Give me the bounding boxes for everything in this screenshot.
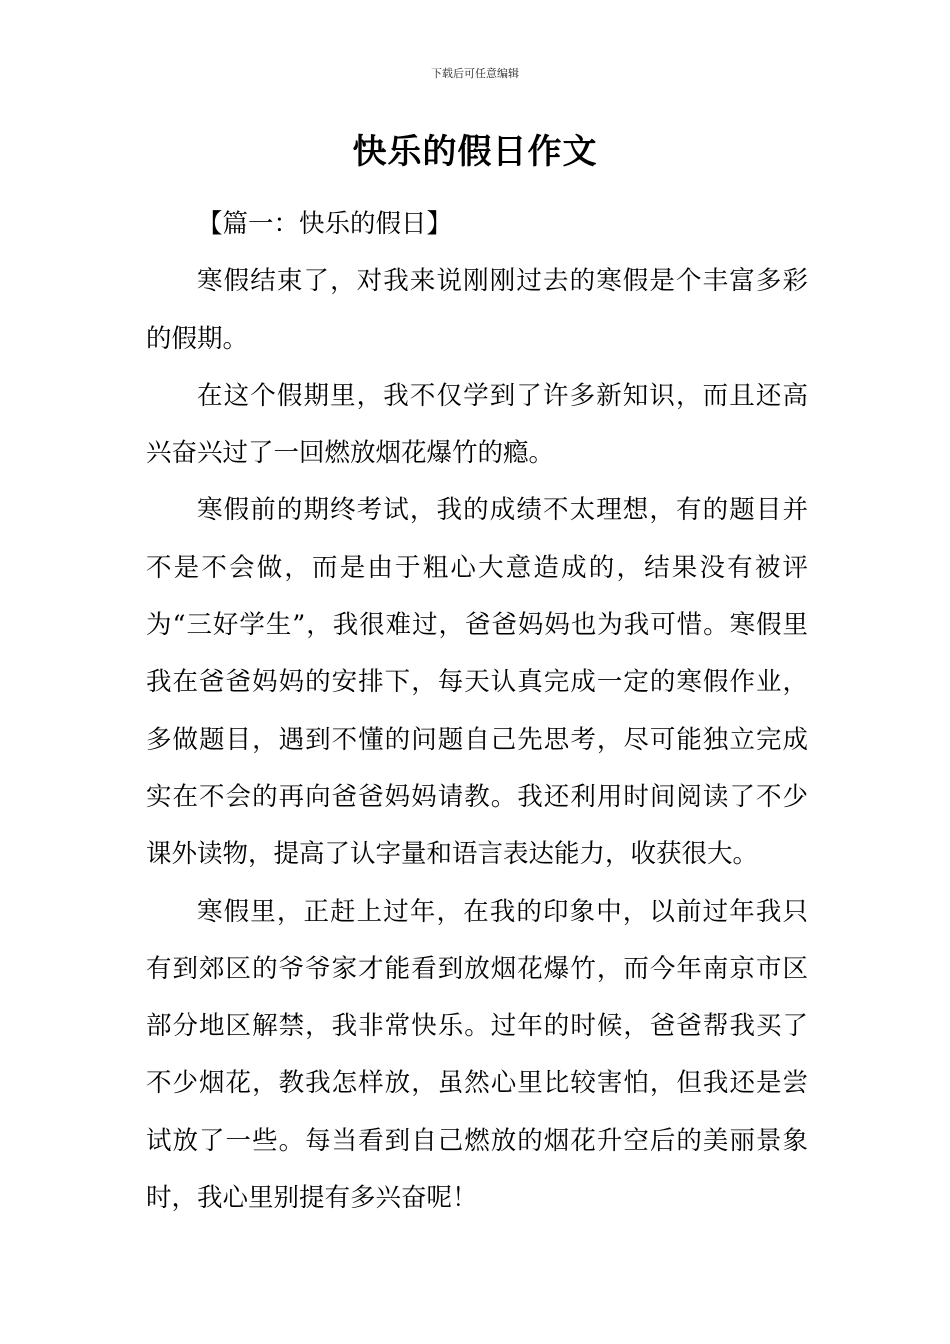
paragraph-1: 寒假结束了，对我来说刚刚过去的寒假是个丰富多彩的假期。 <box>146 266 808 354</box>
document-title: 快乐的假日作文 <box>352 132 598 172</box>
paragraph-2: 在这个假期里，我不仅学到了许多新知识，而且还高兴奋兴过了一回燃放烟花爆竹的瘾。 <box>146 380 808 469</box>
section-heading: 【篇一：快乐的假日】 <box>197 209 453 239</box>
paragraph-3: 寒假前的期终考试，我的成绩不太理想，有的题目并不是不会做，而是由于粗心大意造成的，结果没有被评为“三好学生”，我很难过，爸爸妈妈也为我可惜。寒假里我在爸爸妈妈的安排下，每天认真完成一定的寒假作业，多做题目，遇到不懂的问题自己先思考，尽可能独立完成实在不会的再向爸爸妈妈请教。我还利用时间阅读了不少课外读物，提高了认字量和语言表达能力，收获很大。 <box>146 495 808 870</box>
header-note: 下载后可任意编辑 <box>431 67 519 80</box>
paragraph-4: 寒假里，正赶上过年，在我的印象中，以前过年我只有到郊区的爷爷家才能看到放烟花爆竹，而今年南京市区部分地区解禁，我非常快乐。过年的时候，爸爸帮我买了不少烟花，教我怎样放，虽然心里比较害怕，但我还是尝试放了一些。每当看到自己燃放的烟花升空后的美丽景象时，我心里别提有多兴奋呢！ <box>146 896 808 1214</box>
document-body <box>146 196 808 1227</box>
